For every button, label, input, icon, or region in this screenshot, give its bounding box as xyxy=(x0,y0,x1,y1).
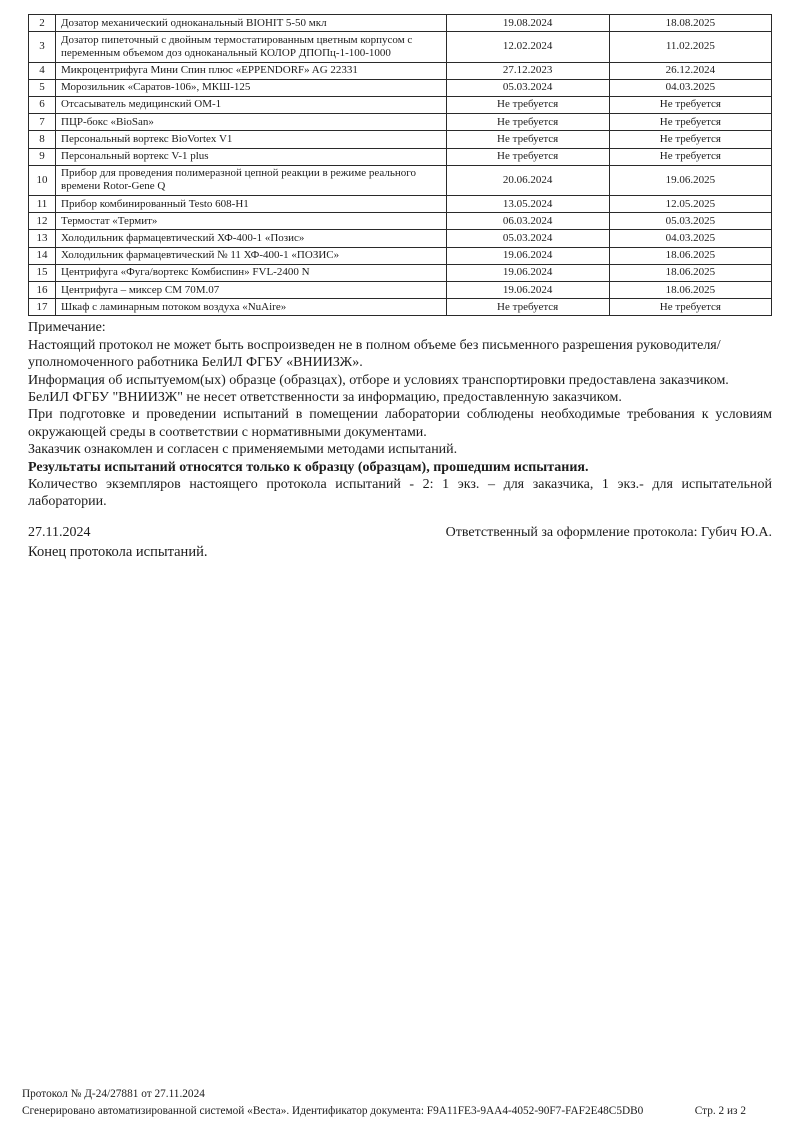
verification-date: Не требуется xyxy=(446,148,609,165)
table-row xyxy=(29,96,772,113)
page-content xyxy=(28,14,772,562)
note-paragraph-reproduction: Настоящий протокол не может быть воспроизведен не в полном объеме без письменного разрешения руководителя/уполномоченного работника БелИЛ ФГБУ «ВНИИЗЖ». xyxy=(28,337,721,371)
verification-date: 19.08.2024 xyxy=(446,15,609,32)
verification-date: 27.12.2023 xyxy=(446,62,609,79)
next-verification-date: 04.03.2025 xyxy=(609,79,771,96)
table-row xyxy=(29,230,772,247)
verification-date: Не требуется xyxy=(446,131,609,148)
table-row xyxy=(29,131,772,148)
footer-protocol-number: Протокол № Д-24/27881 от 27.11.2024 xyxy=(22,1088,205,1100)
row-number: 13 xyxy=(29,230,56,247)
table-row xyxy=(29,247,772,264)
next-verification-date: 04.03.2025 xyxy=(609,230,771,247)
equipment-name: Дозатор механический одноканальный BIOHIT 5-50 мкл xyxy=(56,15,447,32)
next-verification-date: 26.12.2024 xyxy=(609,62,771,79)
verification-date: Не требуется xyxy=(446,96,609,113)
note-paragraph-results-scope: Результаты испытаний относятся только к образцу (образцам), прошедшим испытания. xyxy=(28,459,589,475)
next-verification-date: 18.06.2025 xyxy=(609,264,771,281)
equipment-name: Персональный вортекс V-1 plus xyxy=(56,148,447,165)
row-number: 4 xyxy=(29,62,56,79)
footer-generated-text: Сгенерировано автоматизированной системой «Веста». Идентификатор документа: F9A11FE3-9AA4-4052-90F7-FAF2E48C5DB0 xyxy=(22,1105,644,1117)
row-number: 14 xyxy=(29,247,56,264)
row-number: 6 xyxy=(29,96,56,113)
equipment-name: Центрифуга – миксер СМ 70М.07 xyxy=(56,282,447,299)
equipment-name: ПЦР-бокс «BioSan» xyxy=(56,114,447,131)
next-verification-date: 19.06.2025 xyxy=(609,165,771,195)
equipment-name: Холодильник фармацевтический № 11 ХФ-400-1 «ПОЗИС» xyxy=(56,247,447,264)
next-verification-date: Не требуется xyxy=(609,96,771,113)
table-row xyxy=(29,15,772,32)
row-number: 8 xyxy=(29,131,56,148)
table-row xyxy=(29,79,772,96)
equipment-name: Персональный вортекс BioVortex V1 xyxy=(56,131,447,148)
table-row xyxy=(29,32,772,62)
verification-date: Не требуется xyxy=(446,299,609,316)
row-number: 5 xyxy=(29,79,56,96)
signoff-row xyxy=(28,524,772,542)
next-verification-date: Не требуется xyxy=(609,131,771,148)
verification-date: 19.06.2024 xyxy=(446,264,609,281)
row-number: 12 xyxy=(29,213,56,230)
row-number: 9 xyxy=(29,148,56,165)
verification-date: 20.06.2024 xyxy=(446,165,609,195)
equipment-name: Центрифуга «Фуга/вортекс Комбиспин» FVL-2400 N xyxy=(56,264,447,281)
row-number: 15 xyxy=(29,264,56,281)
table-row xyxy=(29,165,772,195)
next-verification-date: 12.05.2025 xyxy=(609,196,771,213)
row-number: 10 xyxy=(29,165,56,195)
verification-date: 13.05.2024 xyxy=(446,196,609,213)
equipment-name: Прибор для проведения полимеразной цепной реакции в режиме реального времени Rotor-Gene Q xyxy=(56,165,447,195)
note-paragraph-responsibility: БелИЛ ФГБУ "ВНИИЗЖ" не несет ответственности за информацию, предоставленную заказчиком. xyxy=(28,390,622,405)
equipment-name: Шкаф с ламинарным потоком воздуха «NuAire» xyxy=(56,299,447,316)
row-number: 2 xyxy=(29,15,56,32)
table-row xyxy=(29,299,772,316)
table-row xyxy=(29,114,772,131)
next-verification-date: 18.08.2025 xyxy=(609,15,771,32)
page-footer xyxy=(22,1086,746,1120)
row-number: 7 xyxy=(29,114,56,131)
note-paragraph-conditions: При подготовке и проведении испытаний в помещении лаборатории соблюдены необходимые требования к условиям окружающей среды в соответствии с нормативными документами. xyxy=(28,407,772,440)
footer-page-number: Стр. 2 из 2 xyxy=(694,1105,746,1117)
next-verification-date: 11.02.2025 xyxy=(609,32,771,62)
note-paragraph-copies: Количество экземпляров настоящего протокола испытаний - 2: 1 экз. – для заказчика, 1 экз.- для испытательной лаборатории. xyxy=(28,477,772,510)
table-row xyxy=(29,148,772,165)
note-paragraph-sample-info: Информация об испытуемом(ых) образце (образцах), отборе и условиях транспортировки предоставлена заказчиком. xyxy=(28,372,729,388)
next-verification-date: Не требуется xyxy=(609,299,771,316)
table-row xyxy=(29,62,772,79)
equipment-name: Холодильник фармацевтический ХФ-400-1 «Позис» xyxy=(56,230,447,247)
row-number: 11 xyxy=(29,196,56,213)
table-row xyxy=(29,196,772,213)
verification-date: 12.02.2024 xyxy=(446,32,609,62)
row-number: 16 xyxy=(29,282,56,299)
equipment-name: Морозильник «Саратов-106», МКШ-125 xyxy=(56,79,447,96)
equipment-name: Микроцентрифуга Мини Спин плюс «EPPENDORF» AG 22331 xyxy=(56,62,447,79)
table-row xyxy=(29,282,772,299)
verification-date: 19.06.2024 xyxy=(446,282,609,299)
equipment-table xyxy=(28,14,772,316)
next-verification-date: Не требуется xyxy=(609,148,771,165)
equipment-table-body xyxy=(29,15,772,316)
verification-date: 06.03.2024 xyxy=(446,213,609,230)
verification-date: Не требуется xyxy=(446,114,609,131)
notes-section xyxy=(28,319,772,510)
row-number: 3 xyxy=(29,32,56,62)
table-row xyxy=(29,213,772,230)
protocol-date: 27.11.2024 xyxy=(28,524,91,540)
table-row xyxy=(29,264,772,281)
responsible-person: Ответственный за оформление протокола: Губич Ю.А. xyxy=(445,524,772,540)
next-verification-date: 18.06.2025 xyxy=(609,247,771,264)
equipment-name: Дозатор пипеточный с двойным термостатированным цветным корпусом с переменным объемом доз одноканальный КОЛОР ДПОПц-1-100-1000 xyxy=(56,32,447,62)
row-number: 17 xyxy=(29,299,56,316)
next-verification-date: 18.06.2025 xyxy=(609,282,771,299)
verification-date: 05.03.2024 xyxy=(446,79,609,96)
equipment-name: Термостат «Термит» xyxy=(56,213,447,230)
note-paragraph-customer-agreement: Заказчик ознакомлен и согласен с применяемыми методами испытаний. xyxy=(28,442,458,458)
equipment-name: Прибор комбинированный Testo 608-H1 xyxy=(56,196,447,213)
next-verification-date: Не требуется xyxy=(609,114,771,131)
verification-date: 05.03.2024 xyxy=(446,230,609,247)
verification-date: 19.06.2024 xyxy=(446,247,609,264)
equipment-name: Отсасыватель медицинский ОМ-1 xyxy=(56,96,447,113)
end-of-protocol-line: Конец протокола испытаний. xyxy=(28,543,208,560)
notes-heading: Примечание: xyxy=(28,320,106,336)
next-verification-date: 05.03.2025 xyxy=(609,213,771,230)
footer-generated-row xyxy=(22,1103,746,1120)
